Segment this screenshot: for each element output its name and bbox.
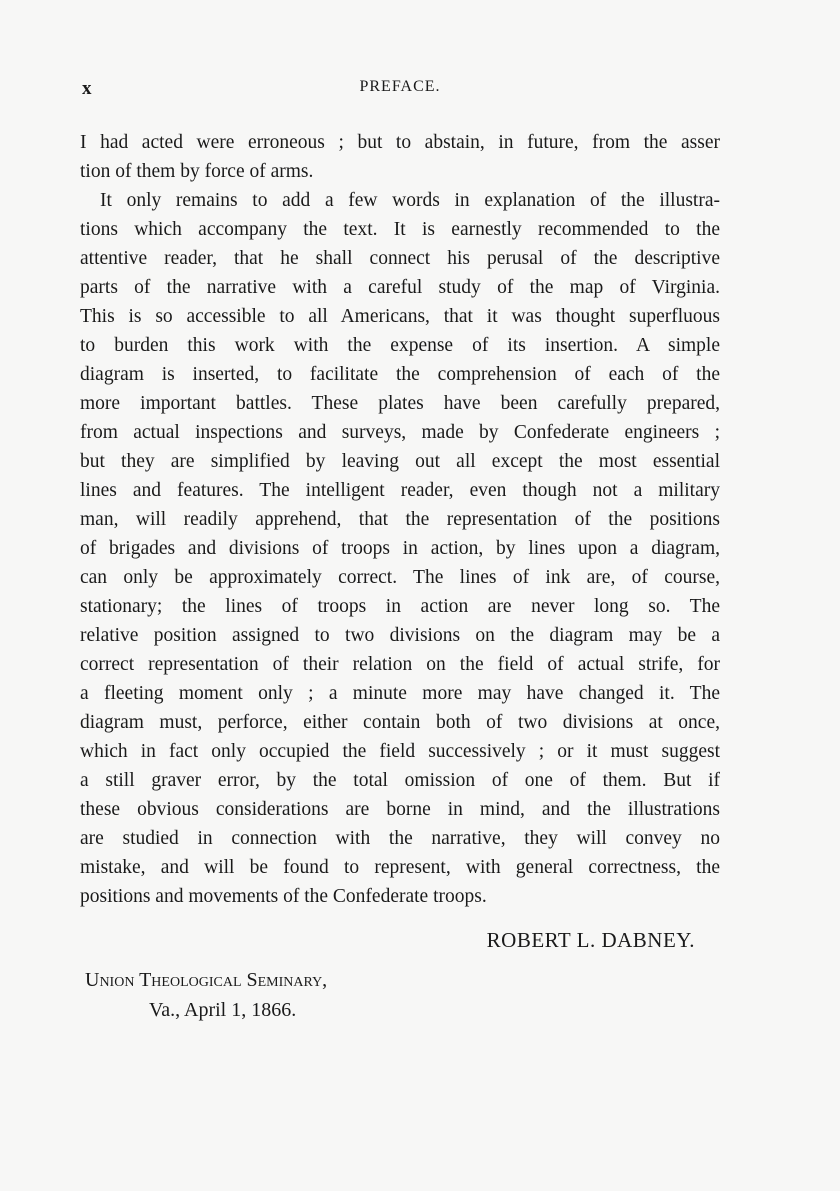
date-line: Va., April 1, 1866. — [149, 999, 297, 1021]
text-line: these obvious considerations are borne in mind, and the illustrations — [80, 799, 720, 820]
running-head — [82, 78, 718, 100]
text-line: parts of the narrative with a careful study of the map of Virginia. — [80, 277, 720, 298]
page-number: x — [82, 78, 92, 99]
text-line: tions which accompany the text. It is earnestly recommended to the — [80, 219, 720, 240]
text-line: diagram must, perforce, either contain both of two divisions at once, — [80, 712, 720, 733]
text-line: lines and features. The intelligent reader, even though not a military — [80, 480, 720, 501]
running-title: PREFACE. — [359, 78, 441, 95]
text-line: correct representation of their relation on the field of actual strife, for — [80, 654, 720, 675]
text-line: are studied in connection with the narrative, they will convey no — [80, 828, 720, 849]
text-line: a still graver error, by the total omission of one of them. But if — [80, 770, 720, 791]
text-line: attentive reader, that he shall connect his perusal of the descriptive — [80, 248, 720, 269]
text-line: man, will readily apprehend, that the representation of the positions — [80, 509, 720, 530]
text-line: positions and movements of the Confederate troops. — [80, 886, 487, 907]
text-line: I had acted were erroneous ; but to abstain, in future, from the asser — [80, 132, 720, 153]
institution-line: Union Theological Seminary, — [85, 969, 328, 991]
text-line: This is so accessible to all Americans, that it was thought superfluous — [80, 306, 720, 327]
text-line: stationary; the lines of troops in action are never long so. The — [80, 596, 720, 617]
text-line: mistake, and will be found to represent, with general correctness, the — [80, 857, 720, 878]
text-line: relative position assigned to two divisions on the diagram may be a — [80, 625, 720, 646]
text-line: which in fact only occupied the field successively ; or it must suggest — [80, 741, 720, 762]
text-line: It only remains to add a few words in explanation of the illustra- — [100, 190, 720, 211]
preface-text — [80, 128, 720, 911]
author-signature: ROBERT L. DABNEY. — [486, 928, 695, 952]
text-line: tion of them by force of arms. — [80, 161, 314, 182]
text-line: but they are simplified by leaving out all except the most essential — [80, 451, 720, 472]
text-line: to burden this work with the expense of its insertion. A simple — [80, 335, 720, 356]
text-line: a fleeting moment only ; a minute more may have changed it. The — [80, 683, 720, 704]
text-line: can only be approximately correct. The lines of ink are, of course, — [80, 567, 720, 588]
text-line: from actual inspections and surveys, made by Confederate engineers ; — [80, 422, 720, 443]
place-and-date — [85, 965, 327, 1025]
text-line: more important battles. These plates have been carefully prepared, — [80, 393, 720, 414]
text-line: of brigades and divisions of troops in action, by lines upon a diagram, — [80, 538, 720, 559]
text-line: diagram is inserted, to facilitate the comprehension of each of the — [80, 364, 720, 385]
